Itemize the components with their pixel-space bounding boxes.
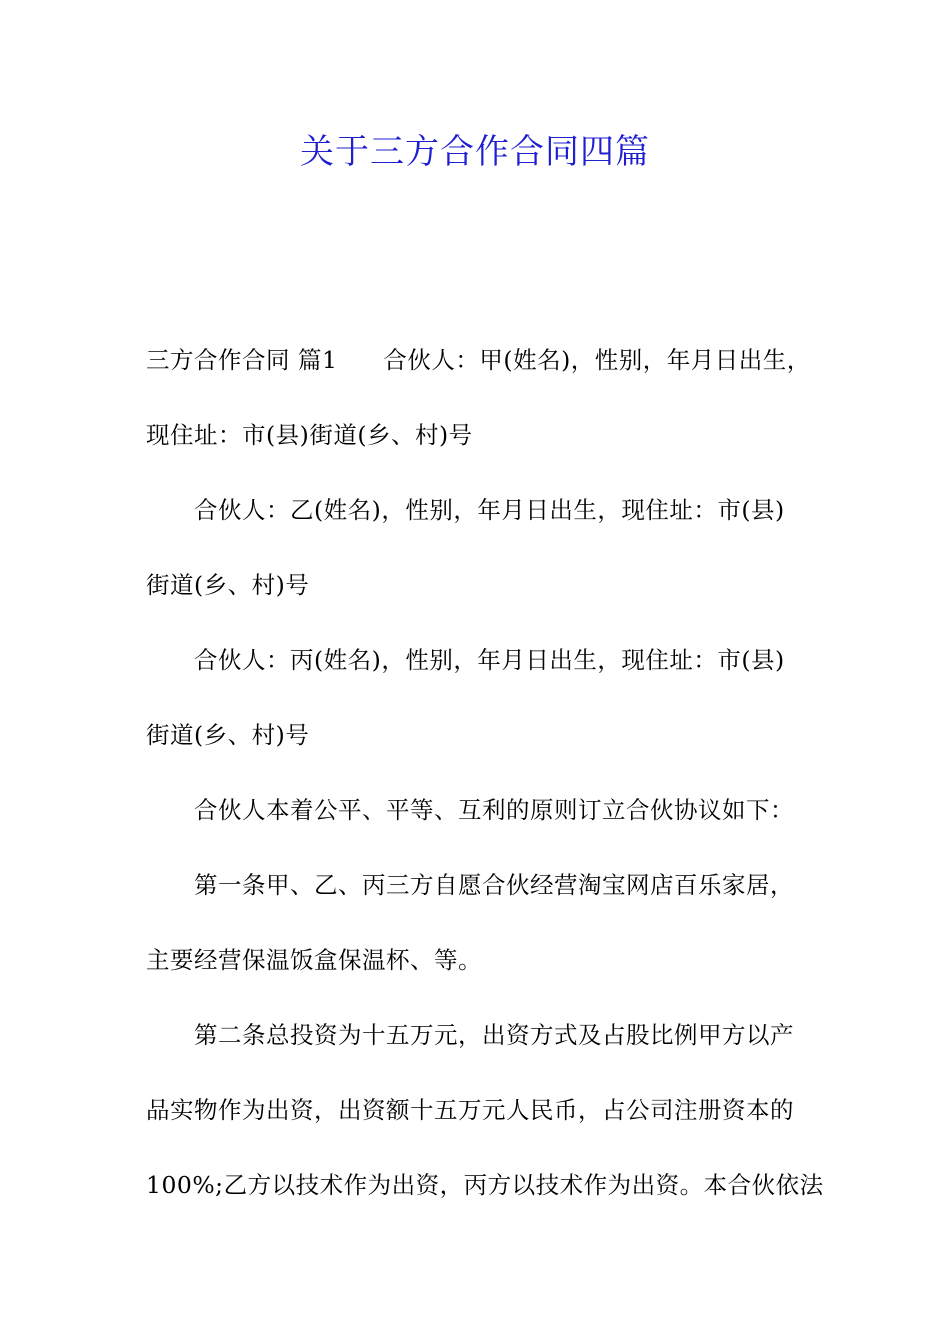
section-heading: 三方合作合同 篇1 (146, 346, 338, 374)
text-line-6: 街道(乡、村)号 (146, 721, 310, 749)
document-title: 关于三方合作合同四篇 (300, 132, 650, 172)
text-line-3: 合伙人：乙(姓名)，性别，年月日出生，现住址：市(县) (194, 496, 785, 524)
text-line-5: 合伙人：丙(姓名)，性别，年月日出生，现住址：市(县) (194, 646, 785, 674)
text-line-1 (146, 342, 816, 378)
text-line-2: 现住址：市(县)街道(乡、村)号 (146, 421, 473, 449)
text-line-10: 第二条总投资为十五万元，出资方式及占股比例甲方以产 (194, 1021, 794, 1049)
text-segment: 合伙人：甲(姓名)，性别，年月日出生， (383, 346, 811, 374)
text-line-11: 品实物作为出资，出资额十五万元人民币，占公司注册资本的 (146, 1096, 794, 1124)
text-line-4: 街道(乡、村)号 (146, 571, 310, 599)
text-line-9: 主要经营保温饭盒保温杯、等。 (146, 946, 482, 974)
text-line-7: 合伙人本着公平、平等、互利的原则订立合伙协议如下： (194, 796, 794, 824)
text-line-8: 第一条甲、乙、丙三方自愿合伙经营淘宝网店百乐家居， (194, 871, 794, 899)
text-line-12: 100%;乙方以技术作为出资，丙方以技术作为出资。本合伙依法 (146, 1171, 824, 1199)
